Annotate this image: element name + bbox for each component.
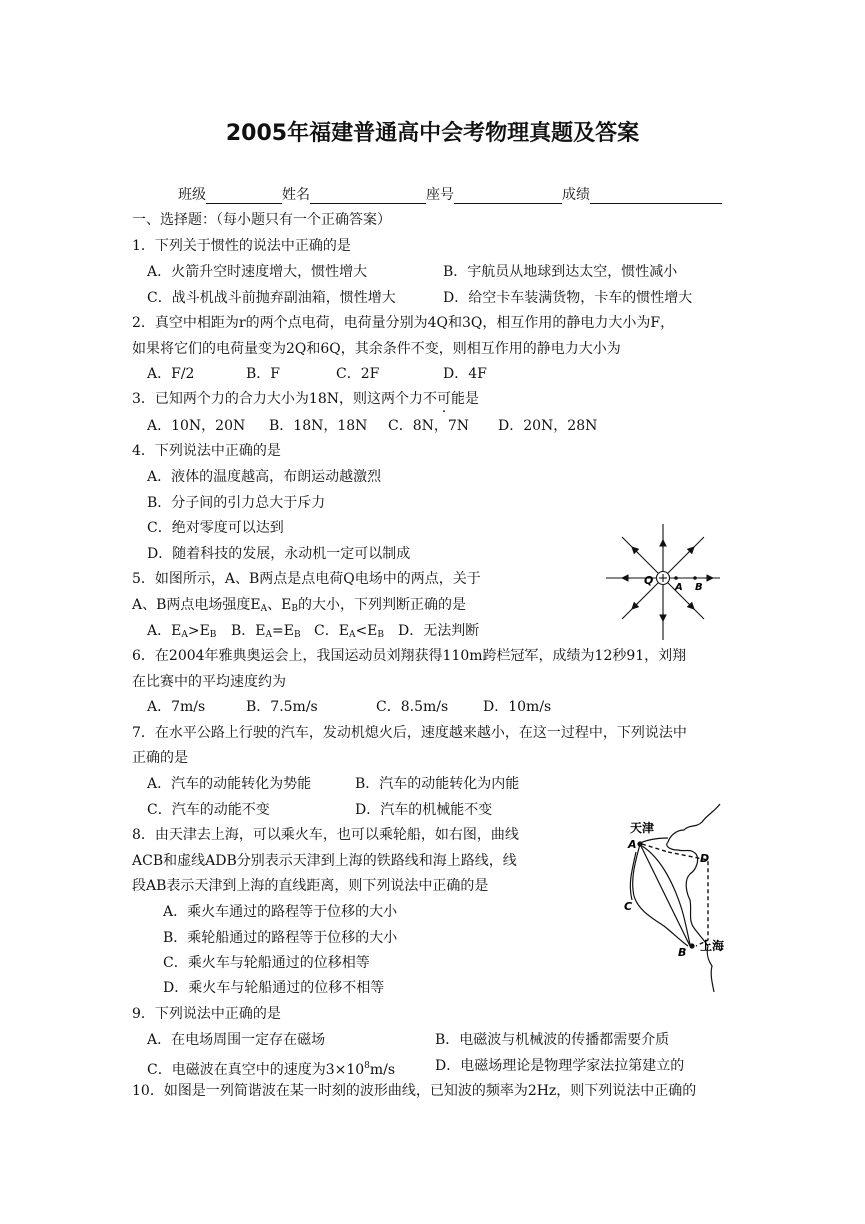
q3-option-a: A．10N，20N	[147, 418, 246, 434]
q5-line2-part2: 、E	[267, 597, 292, 613]
page-title: 2005年福建普通高中会考物理真题及答案	[225, 121, 640, 146]
label-q: Q	[644, 574, 654, 587]
q5-option-a	[147, 622, 216, 644]
q5-c-pre: C．E	[314, 623, 349, 639]
q7-option-c: C．汽车的动能不变	[147, 802, 270, 818]
arrow-upper-right	[688, 547, 694, 553]
q5-stem-line2	[132, 596, 466, 618]
q5-stem-line1: 5．如图所示，A、B两点是点电荷Q电场中的两点，关于	[132, 571, 481, 587]
class-blank[interactable]	[206, 187, 282, 204]
q9-c-exponent: 8	[364, 1061, 370, 1071]
q5-option-d: D．无法判断	[398, 623, 480, 639]
q6-option-b: B．7.5m/s	[246, 699, 318, 715]
q5-a-sub2: B	[209, 630, 217, 640]
arrow-lower-left	[632, 603, 638, 609]
q4-option-a: A．液体的温度越高，布朗运动越激烈	[147, 469, 382, 485]
q7-option-a: A．汽车的动能转化为势能	[147, 776, 312, 792]
q2-option-c: C．2F	[336, 366, 380, 382]
q5-sub-b: B	[291, 604, 298, 614]
class-label: 班级	[178, 187, 206, 203]
q9-option-c	[147, 1057, 395, 1079]
q3-option-c: C．8N，7N	[388, 418, 470, 434]
q6-stem-line1: 6．在2004年雅典奥运会上，我国运动员刘翔获得110m跨栏冠军，成绩为12秒91，刘翔	[132, 648, 687, 664]
q2-option-d: D．4F	[443, 366, 487, 382]
q3-option-b: B．18N，18N	[269, 418, 368, 434]
railway-curve-acb	[633, 844, 688, 946]
point-a-tianjin	[637, 841, 642, 846]
point-b-shanghai	[689, 943, 694, 948]
label-b: B	[695, 582, 703, 593]
field-line-upper-right	[668, 537, 704, 573]
q1-option-b: B．宇航员从地球到达太空，惯性减小	[443, 264, 678, 280]
q3-option-d: D．20N，28N	[498, 418, 598, 434]
q5-c-sub2: B	[377, 630, 385, 640]
label-d: D	[700, 852, 710, 865]
q8-option-c: C．乘火车与轮船通过的位移相等	[163, 955, 370, 971]
q5-a-pre: A．E	[147, 623, 182, 639]
seat-blank[interactable]	[454, 187, 562, 204]
label-shanghai: 上海	[700, 939, 725, 953]
q10-stem-line1: 10．如图是一列简谐波在某一时刻的波形曲线，已知波的频率为2Hz，则下列说法中正确的	[132, 1083, 697, 1099]
q7-stem-line2: 正确的是	[132, 750, 188, 766]
field-line-upper-left	[622, 537, 658, 573]
q3-stem-emphasis: 不可能	[422, 391, 465, 407]
q5-line2-part3: 的大小，下列判断正确的是	[297, 597, 466, 613]
q5-option-b	[231, 622, 301, 644]
q4-option-d: D．随着科技的发展，永动机一定可以制成	[147, 546, 411, 562]
q2-stem-line2: 如果将它们的电荷量变为2Q和6Q，其余条件不变，则相互作用的静电力大小为	[132, 341, 621, 357]
q5-c-rel: <E	[355, 623, 378, 639]
route-map-figure	[612, 800, 744, 996]
q5-a-rel: >E	[187, 623, 210, 639]
q7-option-b: B．汽车的动能转化为内能	[355, 776, 520, 792]
q3-stem-start: 3．已知两个力的合力大小为18N，则这两个力	[132, 391, 423, 407]
q6-stem-line2: 在比赛中的平均速度约为	[132, 674, 286, 690]
q1-option-d: D．给空卡车装满货物，卡车的惯性增大	[443, 290, 693, 306]
q2-option-b: B．F	[246, 366, 281, 382]
q2-stem-line1: 2．真空中相距为r的两个点电荷，电荷量分别为4Q和3Q，相互作用的静电力大小为F，	[132, 315, 675, 331]
railway-inner-path	[642, 846, 690, 944]
q5-b-sub1: A	[265, 630, 273, 640]
q8-stem-line1: 8．由天津去上海，可以乘火车，也可以乘轮船，如右图，曲线	[132, 827, 519, 843]
q8-option-b: B．乘轮船通过的路程等于位移的大小	[163, 930, 398, 946]
q3-stem-end: 是	[464, 391, 479, 407]
score-blank[interactable]	[590, 187, 722, 204]
name-label: 姓名	[282, 187, 310, 203]
q9-option-d: D．电磁场理论是物理学家法拉第建立的	[435, 1058, 685, 1074]
q8-stem-line2: ACB和虚线ADB分别表示天津到上海的铁路线和海上路线，线	[132, 853, 517, 869]
q5-sub-a: A	[260, 604, 268, 614]
q9-c-text: C．电磁波在真空中的速度为3×10	[147, 1062, 365, 1078]
q5-c-sub1: A	[348, 630, 356, 640]
q5-b-sub2: B	[293, 630, 301, 640]
q8-option-a: A．乘火车通过的路程等于位移的大小	[163, 904, 398, 920]
point-b-dot	[693, 576, 697, 580]
field-line-lower-left	[622, 583, 658, 619]
q2-option-a: A．F/2	[147, 366, 195, 382]
q8-stem-line3: 段AB表示天津到上海的直线距离，则下列说法中正确的是	[132, 878, 489, 894]
label-a: A	[628, 838, 637, 851]
q5-line2-part1: A、B两点电场强度E	[132, 597, 261, 613]
electric-field-figure	[600, 518, 726, 646]
q4-stem: 4．下列说法中正确的是	[132, 443, 281, 459]
arrow-lower-right	[688, 603, 694, 609]
q7-option-d: D．汽车的机械能不变	[355, 802, 493, 818]
q5-a-sub1: A	[181, 630, 188, 640]
q9-option-b: B．电磁波与机械波的传播都需要介质	[435, 1032, 670, 1048]
q5-b-rel: =E	[272, 623, 294, 639]
section-heading: 一、选择题：（每小题只有一个正确答案）	[132, 212, 391, 228]
q4-option-b: B．分子间的引力总大于斥力	[147, 495, 326, 511]
straight-line-ab	[640, 844, 690, 946]
arrow-upper-left	[632, 547, 638, 553]
student-info-row	[178, 184, 722, 204]
q1-stem: 1．下列关于惯性的说法中正确的是	[132, 238, 351, 254]
q9-stem: 9．下列说法中正确的是	[132, 1006, 281, 1022]
q7-stem-line1: 7．在水平公路上行驶的汽车，发动机熄火后，速度越来越小，在这一过程中，下列说法中	[132, 725, 687, 741]
label-tianjin: 天津	[630, 821, 655, 835]
score-label: 成绩	[562, 187, 590, 203]
q5-option-c	[314, 622, 384, 644]
q9-option-a: A．在电场周围一定存在磁场	[147, 1032, 326, 1048]
label-b: B	[678, 946, 687, 959]
q6-option-c: C．8.5m/s	[376, 699, 449, 715]
q3-stem	[132, 390, 479, 408]
coastline-north	[668, 804, 720, 842]
q6-option-a: A．7m/s	[147, 699, 206, 715]
seat-label: 座号	[426, 187, 454, 203]
q9-c-unit: m/s	[369, 1062, 396, 1078]
q5-b-pre: B．E	[231, 623, 266, 639]
q6-option-d: D．10m/s	[483, 699, 552, 715]
q1-option-a: A．火箭升空时速度增大，惯性增大	[147, 264, 368, 280]
label-a: A	[675, 582, 683, 593]
q4-option-c: C．绝对零度可以达到	[147, 520, 284, 536]
q1-option-c: C．战斗机战斗前抛弃副油箱，惯性增大	[147, 290, 396, 306]
q8-option-d: D．乘火车与轮船通过的位移不相等	[163, 980, 385, 996]
label-c: C	[624, 900, 633, 913]
name-blank[interactable]	[310, 187, 426, 204]
point-a-dot	[674, 576, 678, 580]
